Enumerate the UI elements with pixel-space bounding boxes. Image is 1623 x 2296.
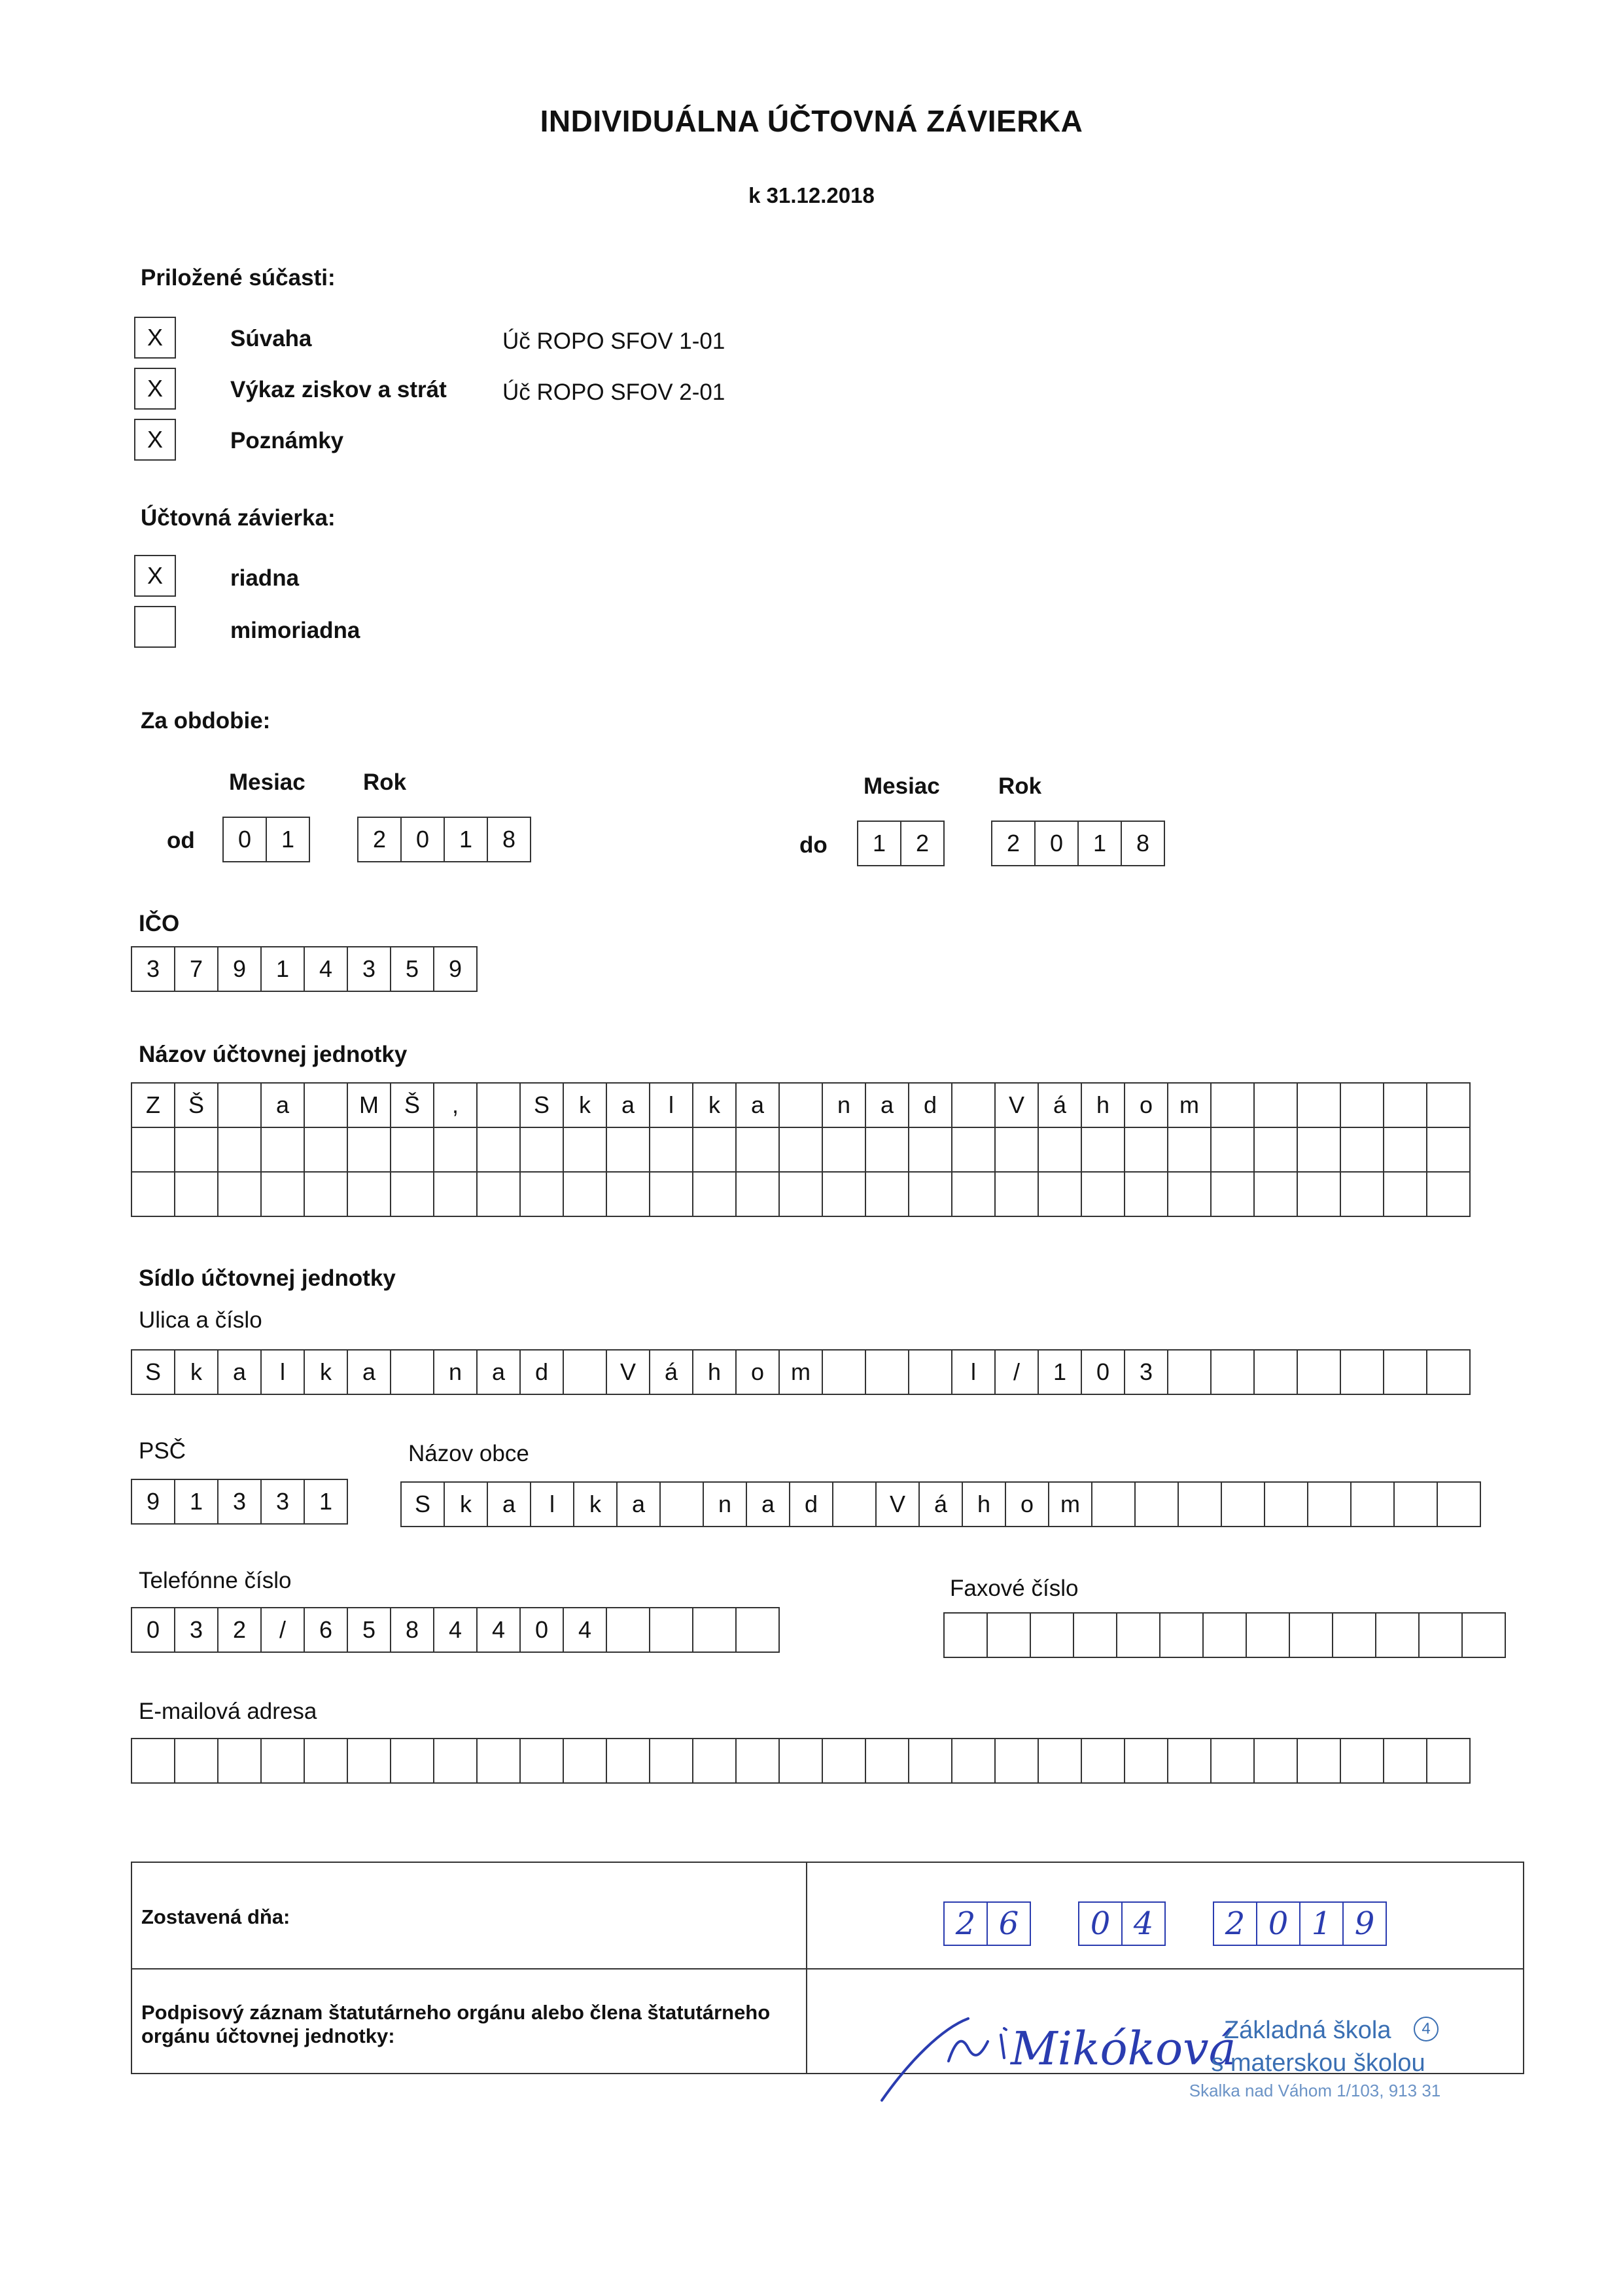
to-year-digit: 1 — [1077, 821, 1122, 866]
city-char — [1134, 1481, 1179, 1527]
email-char — [908, 1738, 952, 1784]
entity-name-row-3[interactable] — [131, 1171, 1471, 1217]
entity-name-char — [1253, 1082, 1298, 1128]
entity-name-char — [1124, 1127, 1168, 1173]
email-char — [1253, 1738, 1298, 1784]
phone-char: 4 — [563, 1607, 607, 1653]
from-year-digit: 8 — [487, 817, 531, 862]
street-char — [1426, 1349, 1471, 1395]
psc-digit: 9 — [131, 1479, 175, 1525]
email-char — [692, 1738, 737, 1784]
email-char — [1167, 1738, 1212, 1784]
city-char: k — [444, 1481, 488, 1527]
from-month-field[interactable] — [222, 817, 310, 862]
entity-name-char — [347, 1171, 391, 1217]
city-char: á — [918, 1481, 963, 1527]
entity-name-char — [649, 1171, 693, 1217]
street-field[interactable] — [131, 1349, 1471, 1395]
street-char — [1297, 1349, 1341, 1395]
fax-char — [1159, 1612, 1204, 1658]
label-suvaha: Súvaha — [230, 326, 312, 351]
email-char — [778, 1738, 823, 1784]
fax-char — [1461, 1612, 1506, 1658]
from-year-label: Rok — [363, 769, 407, 795]
email-char — [735, 1738, 780, 1784]
label-vykaz: Výkaz ziskov a strát — [230, 377, 447, 402]
compiled-year-digit: 1 — [1299, 1901, 1344, 1946]
stamp-school-name: Základná škola — [1223, 2017, 1391, 2044]
entity-name-char — [476, 1082, 521, 1128]
entity-name-char: a — [606, 1082, 650, 1128]
email-char — [865, 1738, 909, 1784]
street-char: a — [217, 1349, 262, 1395]
city-field[interactable] — [400, 1481, 1481, 1527]
entity-name-char — [778, 1082, 823, 1128]
signature-text: Mikóková — [1011, 2022, 1236, 2075]
entity-name-char — [260, 1171, 305, 1217]
entity-name-char: Š — [390, 1082, 434, 1128]
from-year-digit: 2 — [357, 817, 402, 862]
compiled-year-digit: 2 — [1213, 1901, 1257, 1946]
email-char — [260, 1738, 305, 1784]
to-year-digit: 2 — [991, 821, 1036, 866]
street-char — [908, 1349, 952, 1395]
street-char: m — [778, 1349, 823, 1395]
city-char — [1264, 1481, 1308, 1527]
email-char — [994, 1738, 1039, 1784]
phone-char — [649, 1607, 693, 1653]
entity-name-char — [217, 1171, 262, 1217]
entity-name-char: k — [563, 1082, 607, 1128]
entity-name-char — [1383, 1127, 1427, 1173]
entity-name-char — [606, 1127, 650, 1173]
street-char: S — [131, 1349, 175, 1395]
entity-name-char — [347, 1127, 391, 1173]
email-char — [649, 1738, 693, 1784]
ico-digit: 7 — [174, 946, 218, 992]
phone-char — [606, 1607, 650, 1653]
email-char — [1038, 1738, 1082, 1784]
entity-name-char — [1210, 1127, 1255, 1173]
entity-name-char — [735, 1171, 780, 1217]
entity-name-char — [390, 1127, 434, 1173]
entity-name-char — [908, 1171, 952, 1217]
to-month-digit: 1 — [857, 821, 901, 866]
city-char — [1350, 1481, 1395, 1527]
email-char — [390, 1738, 434, 1784]
entity-name-char: S — [519, 1082, 564, 1128]
entity-name-char — [822, 1127, 866, 1173]
entity-name-char: o — [1124, 1082, 1168, 1128]
phone-char: 0 — [131, 1607, 175, 1653]
entity-name-char — [476, 1127, 521, 1173]
city-char: a — [616, 1481, 661, 1527]
email-char — [217, 1738, 262, 1784]
city-char — [1437, 1481, 1481, 1527]
code-vykaz: Úč ROPO SFOV 2-01 — [502, 380, 725, 405]
email-char — [131, 1738, 175, 1784]
entity-name-char — [865, 1171, 909, 1217]
entity-name-char — [735, 1127, 780, 1173]
psc-digit: 3 — [260, 1479, 305, 1525]
to-year-digit: 0 — [1034, 821, 1079, 866]
fax-char — [1030, 1612, 1074, 1658]
entity-name-char — [1426, 1127, 1471, 1173]
fax-char — [1073, 1612, 1117, 1658]
entity-name-char — [1297, 1082, 1341, 1128]
entity-name-char: a — [735, 1082, 780, 1128]
city-char — [1221, 1481, 1265, 1527]
fax-char — [1289, 1612, 1333, 1658]
entity-name-char — [304, 1127, 348, 1173]
entity-name-char — [1038, 1127, 1082, 1173]
compiled-year-digit: 9 — [1342, 1901, 1387, 1946]
entity-name-char — [563, 1127, 607, 1173]
compiled-month-digit: 0 — [1078, 1901, 1123, 1946]
compiled-day-digit: 6 — [986, 1901, 1031, 1946]
to-year-digit: 8 — [1121, 821, 1165, 866]
street-char: 0 — [1081, 1349, 1125, 1395]
label-poznamky: Poznámky — [230, 428, 344, 453]
compiled-month-field[interactable] — [1079, 1901, 1166, 1946]
stamp-number: 4 — [1414, 2017, 1439, 2041]
entity-name-char — [778, 1127, 823, 1173]
entity-name-char — [951, 1082, 996, 1128]
entity-name-char: á — [1038, 1082, 1082, 1128]
fax-char — [1375, 1612, 1420, 1658]
checkbox-riadna[interactable]: X — [134, 555, 176, 597]
to-month-digit: 2 — [900, 821, 945, 866]
psc-digit: 1 — [304, 1479, 348, 1525]
street-char — [1340, 1349, 1384, 1395]
phone-char: 4 — [476, 1607, 521, 1653]
compiled-day-field[interactable] — [945, 1901, 1031, 1946]
email-char — [606, 1738, 650, 1784]
entity-name-char — [1167, 1127, 1212, 1173]
entity-name-char — [778, 1171, 823, 1217]
city-char: k — [573, 1481, 618, 1527]
signature-label: Podpisový záznam štatutárneho orgánu alebo člena štatutárneho orgánu účtovnej jednotky: — [141, 2001, 771, 2047]
checkbox-poznamky[interactable]: X — [134, 419, 176, 461]
ico-digit: 9 — [217, 946, 262, 992]
psc-digit: 3 — [217, 1479, 262, 1525]
street-char: n — [433, 1349, 478, 1395]
entity-name-char: Š — [174, 1082, 218, 1128]
fax-char — [986, 1612, 1031, 1658]
label-riadna: riadna — [230, 565, 300, 591]
entity-name-char: l — [649, 1082, 693, 1128]
street-char — [1167, 1349, 1212, 1395]
from-label: od — [167, 828, 195, 853]
from-year-field[interactable] — [357, 817, 531, 862]
entity-name-char — [1297, 1171, 1341, 1217]
label-mimoriadna: mimoriadna — [230, 618, 360, 643]
from-month-label: Mesiac — [229, 769, 305, 795]
closing-date: k 31.12.2018 — [748, 183, 875, 207]
psc-field[interactable] — [131, 1479, 348, 1525]
city-char: l — [530, 1481, 574, 1527]
entity-name-char — [476, 1171, 521, 1217]
phone-char: 0 — [519, 1607, 564, 1653]
street-char — [1210, 1349, 1255, 1395]
email-char — [433, 1738, 478, 1784]
entity-name-char — [1383, 1082, 1427, 1128]
fax-char — [1246, 1612, 1290, 1658]
entity-name-char — [1297, 1127, 1341, 1173]
ico-digit: 5 — [390, 946, 434, 992]
fax-char — [1418, 1612, 1463, 1658]
city-char — [1307, 1481, 1352, 1527]
entity-name-char — [304, 1082, 348, 1128]
city-char — [832, 1481, 877, 1527]
to-month-label: Mesiac — [864, 773, 940, 799]
street-char: l — [951, 1349, 996, 1395]
street-char: a — [347, 1349, 391, 1395]
entity-name-char: h — [1081, 1082, 1125, 1128]
city-char: a — [746, 1481, 790, 1527]
phone-char: 6 — [304, 1607, 348, 1653]
fax-char — [943, 1612, 988, 1658]
city-char: S — [400, 1481, 445, 1527]
entity-name-char — [1081, 1171, 1125, 1217]
entity-name-char — [951, 1171, 996, 1217]
closing-type-heading: Účtovná závierka: — [141, 505, 336, 531]
email-char — [563, 1738, 607, 1784]
entity-name-char — [994, 1171, 1039, 1217]
entity-name-char — [1383, 1171, 1427, 1217]
to-year-field[interactable] — [991, 821, 1165, 866]
psc-digit: 1 — [174, 1479, 218, 1525]
psc-label: PSČ — [139, 1438, 186, 1464]
entity-name-char — [692, 1171, 737, 1217]
email-char — [1383, 1738, 1427, 1784]
email-char — [1426, 1738, 1471, 1784]
entity-name-char — [217, 1127, 262, 1173]
city-char — [1091, 1481, 1136, 1527]
phone-char: 3 — [174, 1607, 218, 1653]
ico-digit: 3 — [347, 946, 391, 992]
entity-name-char — [131, 1127, 175, 1173]
ico-field[interactable] — [131, 946, 478, 992]
entity-name-char — [563, 1171, 607, 1217]
street-char: h — [692, 1349, 737, 1395]
signature-box-divider-horizontal — [131, 1968, 1524, 1969]
email-char — [476, 1738, 521, 1784]
street-char — [390, 1349, 434, 1395]
phone-char — [692, 1607, 737, 1653]
entity-name-char: , — [433, 1082, 478, 1128]
from-year-digit: 1 — [444, 817, 488, 862]
stamp-line-3: Skalka nad Váhom 1/103, 913 31 — [1189, 2081, 1441, 2100]
compiled-label: Zostavená dňa: — [141, 1905, 290, 1928]
phone-char: / — [260, 1607, 305, 1653]
document-title: INDIVIDUÁLNA ÚČTOVNÁ ZÁVIERKA — [540, 104, 1083, 138]
entity-name-char — [174, 1127, 218, 1173]
entity-name-char: V — [994, 1082, 1039, 1128]
entity-name-char — [1426, 1171, 1471, 1217]
entity-name-char — [174, 1171, 218, 1217]
to-year-label: Rok — [998, 773, 1042, 799]
phone-field[interactable] — [131, 1607, 780, 1653]
phone-char: 8 — [390, 1607, 434, 1653]
street-char: k — [174, 1349, 218, 1395]
entity-name-row-1[interactable] — [131, 1082, 1471, 1128]
street-char: 1 — [1038, 1349, 1082, 1395]
entity-name-char: d — [908, 1082, 952, 1128]
street-char: d — [519, 1349, 564, 1395]
email-char — [1124, 1738, 1168, 1784]
entity-name-char — [1210, 1171, 1255, 1217]
ico-digit: 3 — [131, 946, 175, 992]
from-month-digit: 0 — [222, 817, 267, 862]
entity-name-char — [433, 1171, 478, 1217]
entity-name-char — [1081, 1127, 1125, 1173]
entity-name-char — [390, 1171, 434, 1217]
street-char: V — [606, 1349, 650, 1395]
entity-name-char — [692, 1127, 737, 1173]
ico-label: IČO — [139, 911, 180, 936]
entity-name-char: M — [347, 1082, 391, 1128]
entity-name-char — [606, 1171, 650, 1217]
entity-name-char: Z — [131, 1082, 175, 1128]
street-char: 3 — [1124, 1349, 1168, 1395]
checkbox-mimoriadna[interactable] — [134, 606, 176, 648]
street-char: a — [476, 1349, 521, 1395]
city-char: a — [487, 1481, 531, 1527]
city-char: h — [962, 1481, 1006, 1527]
entity-name-char — [994, 1127, 1039, 1173]
city-char: n — [703, 1481, 747, 1527]
from-month-digit: 1 — [266, 817, 310, 862]
attached-heading: Priložené súčasti: — [141, 265, 336, 291]
stamp-line-1 — [1178, 2017, 1485, 2045]
entity-name-char — [1340, 1171, 1384, 1217]
street-char — [1383, 1349, 1427, 1395]
entity-name-char: a — [865, 1082, 909, 1128]
entity-name-char: a — [260, 1082, 305, 1128]
fax-label: Faxové číslo — [950, 1576, 1079, 1601]
ico-digit: 4 — [304, 946, 348, 992]
street-char: l — [260, 1349, 305, 1395]
street-label: Ulica a číslo — [139, 1307, 262, 1333]
entity-name-char — [519, 1127, 564, 1173]
fax-char — [1202, 1612, 1247, 1658]
city-char: m — [1048, 1481, 1092, 1527]
city-char: V — [875, 1481, 920, 1527]
entity-name-char — [433, 1127, 478, 1173]
phone-char: 5 — [347, 1607, 391, 1653]
phone-char: 4 — [433, 1607, 478, 1653]
compiled-year-field[interactable] — [1214, 1901, 1387, 1946]
entity-name-row-2[interactable] — [131, 1127, 1471, 1173]
ico-digit: 9 — [433, 946, 478, 992]
ico-digit: 1 — [260, 946, 305, 992]
phone-char — [735, 1607, 780, 1653]
street-char: k — [304, 1349, 348, 1395]
email-char — [822, 1738, 866, 1784]
entity-name-char — [217, 1082, 262, 1128]
entity-name-char — [951, 1127, 996, 1173]
entity-name-char: m — [1167, 1082, 1212, 1128]
entity-name-char: k — [692, 1082, 737, 1128]
entity-name-char — [519, 1171, 564, 1217]
entity-name-char — [822, 1171, 866, 1217]
city-char — [1178, 1481, 1222, 1527]
phone-label: Telefónne číslo — [139, 1568, 292, 1593]
email-char — [174, 1738, 218, 1784]
compiled-day-digit: 2 — [943, 1901, 988, 1946]
entity-name-char — [304, 1171, 348, 1217]
entity-name-char — [1167, 1171, 1212, 1217]
city-char — [1393, 1481, 1438, 1527]
entity-name-char — [649, 1127, 693, 1173]
entity-name-char — [1210, 1082, 1255, 1128]
street-char — [1253, 1349, 1298, 1395]
entity-name-label: Názov účtovnej jednotky — [139, 1042, 408, 1067]
compiled-year-digit: 0 — [1256, 1901, 1300, 1946]
checkbox-vykaz[interactable]: X — [134, 368, 176, 410]
street-char: / — [994, 1349, 1039, 1395]
entity-name-char — [1253, 1127, 1298, 1173]
entity-name-char — [131, 1171, 175, 1217]
entity-name-char — [1038, 1171, 1082, 1217]
street-char — [865, 1349, 909, 1395]
fax-field[interactable] — [943, 1612, 1506, 1658]
entity-name-char — [1124, 1171, 1168, 1217]
street-char — [563, 1349, 607, 1395]
entity-name-char — [908, 1127, 952, 1173]
email-char — [951, 1738, 996, 1784]
entity-name-char — [865, 1127, 909, 1173]
compiled-month-digit: 4 — [1121, 1901, 1166, 1946]
entity-name-char: n — [822, 1082, 866, 1128]
email-char — [519, 1738, 564, 1784]
to-month-field[interactable] — [857, 821, 945, 866]
city-char: d — [789, 1481, 833, 1527]
street-char — [822, 1349, 866, 1395]
code-suvaha: Úč ROPO SFOV 1-01 — [502, 328, 725, 354]
period-heading: Za obdobie: — [141, 708, 271, 733]
phone-char: 2 — [217, 1607, 262, 1653]
from-year-digit: 0 — [400, 817, 445, 862]
fax-char — [1116, 1612, 1161, 1658]
email-char — [1297, 1738, 1341, 1784]
email-char — [1340, 1738, 1384, 1784]
street-char: o — [735, 1349, 780, 1395]
entity-name-char — [1253, 1171, 1298, 1217]
seat-label: Sídlo účtovnej jednotky — [139, 1265, 396, 1291]
email-field[interactable] — [131, 1738, 1471, 1784]
email-char — [1210, 1738, 1255, 1784]
entity-name-char — [260, 1127, 305, 1173]
city-label: Názov obce — [408, 1441, 529, 1466]
email-label: E-mailová adresa — [139, 1699, 317, 1724]
checkbox-suvaha[interactable]: X — [134, 317, 176, 359]
city-char: o — [1005, 1481, 1049, 1527]
email-char — [304, 1738, 348, 1784]
street-char: á — [649, 1349, 693, 1395]
city-char — [659, 1481, 704, 1527]
entity-name-char — [1340, 1127, 1384, 1173]
entity-name-char — [1426, 1082, 1471, 1128]
email-char — [1081, 1738, 1125, 1784]
entity-name-char — [1340, 1082, 1384, 1128]
stamp-line-2: s materskou školou — [1211, 2049, 1425, 2077]
to-label: do — [799, 832, 828, 858]
fax-char — [1332, 1612, 1376, 1658]
email-char — [347, 1738, 391, 1784]
